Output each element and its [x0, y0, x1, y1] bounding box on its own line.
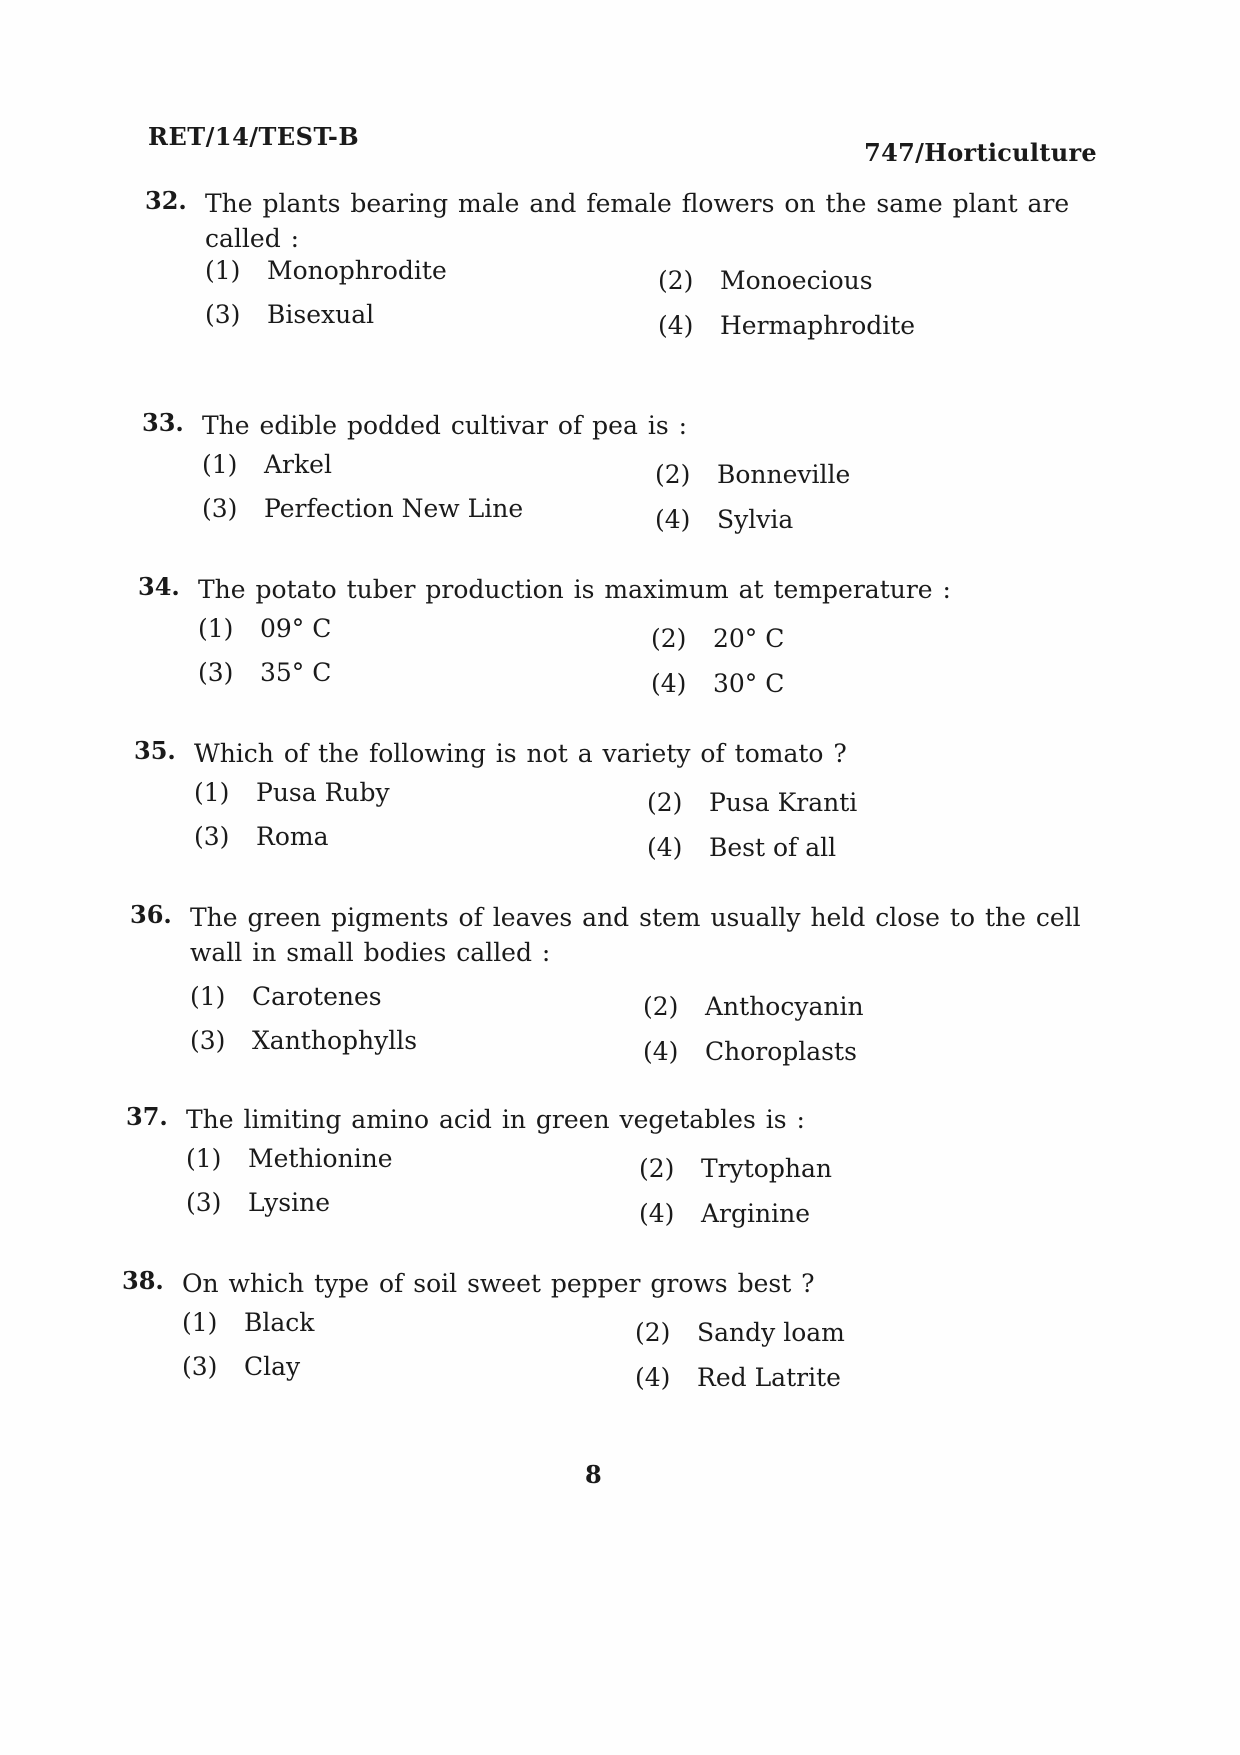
question-number: 36.	[130, 900, 172, 929]
option-1: (1) 09° C	[198, 614, 332, 643]
page-number: 8	[585, 1460, 602, 1489]
question-text: The potato tuber production is maximum at temperature :	[198, 575, 951, 604]
option-4: (4) Sylvia	[655, 505, 794, 534]
question-number: 38.	[122, 1266, 164, 1295]
option-2: (2) Trytophan	[639, 1154, 832, 1183]
option-2: (2) Anthocyanin	[643, 992, 864, 1021]
question-number: 37.	[126, 1102, 168, 1131]
question-text: The plants bearing male and female flowers on the same plant are called :	[205, 189, 1070, 253]
option-4: (4) Red Latrite	[635, 1363, 841, 1392]
question-text: The edible podded cultivar of pea is :	[202, 411, 688, 440]
option-3: (3) 35° C	[198, 658, 332, 687]
options	[198, 614, 1098, 704]
question-text: The green pigments of leaves and stem usually held close to the cell wall in small bodies called :	[190, 903, 1081, 967]
option-3: (3) Bisexual	[205, 300, 375, 329]
option-4: (4) 30° C	[651, 669, 785, 698]
question-text: The limiting amino acid in green vegetables is :	[186, 1105, 805, 1134]
option-1: (1) Methionine	[186, 1144, 393, 1173]
subject-header: 747/Horticulture	[864, 138, 1097, 167]
test-code-header: RET/14/TEST-B	[148, 122, 360, 151]
option-2: (2) Monoecious	[658, 266, 873, 295]
option-2: (2) Sandy loam	[635, 1318, 845, 1347]
question-number: 33.	[142, 408, 184, 437]
option-4: (4) Hermaphrodite	[658, 311, 916, 340]
option-4: (4) Choroplasts	[643, 1037, 857, 1066]
option-1: (1) Black	[182, 1308, 315, 1337]
option-2: (2) Bonneville	[655, 460, 851, 489]
option-3: (3) Xanthophylls	[190, 1026, 418, 1055]
option-3: (3) Roma	[194, 822, 329, 851]
option-1: (1) Pusa Ruby	[194, 778, 390, 807]
option-2: (2) 20° C	[651, 624, 785, 653]
option-1: (1) Monophrodite	[205, 256, 447, 285]
options	[182, 1308, 1082, 1398]
option-3: (3) Perfection New Line	[202, 494, 524, 523]
question-number: 32.	[145, 186, 187, 215]
options	[202, 450, 1102, 540]
option-4: (4) Arginine	[639, 1199, 810, 1228]
question-text: Which of the following is not a variety of tomato ?	[194, 739, 847, 768]
question-text: On which type of soil sweet pepper grows best ?	[182, 1269, 815, 1298]
option-1: (1) Arkel	[202, 450, 332, 479]
option-4: (4) Best of all	[647, 833, 837, 862]
question-number: 34.	[138, 572, 180, 601]
option-2: (2) Pusa Kranti	[647, 788, 858, 817]
option-3: (3) Clay	[182, 1352, 301, 1381]
options	[186, 1144, 1086, 1234]
option-1: (1) Carotenes	[190, 982, 382, 1011]
options	[205, 256, 1105, 346]
options	[190, 982, 1090, 1072]
question-number: 35.	[134, 736, 176, 765]
options	[194, 778, 1094, 868]
option-3: (3) Lysine	[186, 1188, 331, 1217]
